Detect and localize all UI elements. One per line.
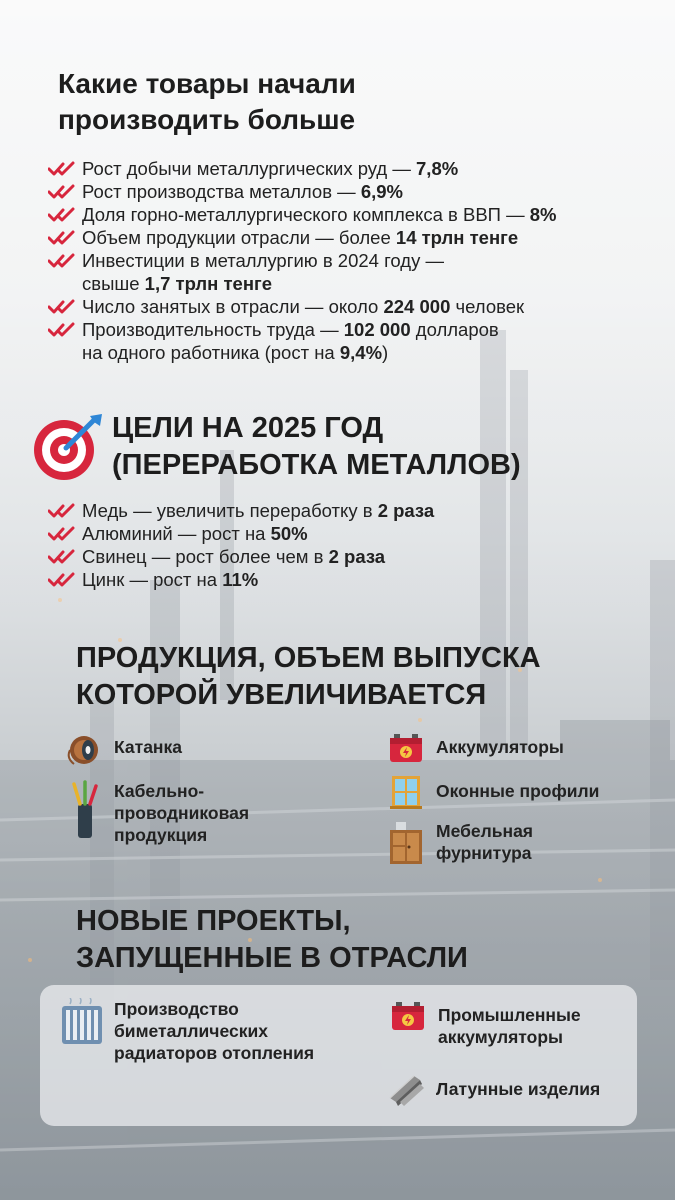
list-item: Свинец — рост более чем в 2 раза (48, 545, 648, 568)
product-label: Оконные профили (436, 781, 600, 801)
list-item: Инвестиции в металлургию в 2024 году — свыше 1,7 трлн тенге (48, 249, 648, 295)
check-icon (48, 322, 76, 338)
products-title-line2: КОТОРОЙ УВЕЛИЧИВАЕТСЯ (76, 679, 487, 711)
window-icon (386, 772, 426, 812)
battery-icon (388, 996, 428, 1036)
list-item: Алюминий — рост на 50% (48, 522, 648, 545)
product-label: Кабельно- проводниковая продукция (114, 781, 250, 845)
check-icon (48, 299, 76, 315)
battery-icon (386, 728, 426, 768)
project-label: Промышленные аккумуляторы (438, 1005, 581, 1047)
list-item: Производительность труда — 102 000 долларов на одного работника (рост на 9,4%) (48, 318, 648, 364)
product-cable (64, 780, 249, 846)
product-label: Мебельная фурнитура (436, 821, 534, 863)
project-radiator (60, 998, 314, 1064)
check-icon (48, 572, 76, 588)
list-item: Рост производства металлов — 6,9% (48, 180, 648, 203)
check-icon (48, 207, 76, 223)
section1-title-line1: Какие товары начали (58, 68, 356, 99)
project-label: Производство биметаллических радиаторов отопления (114, 999, 315, 1063)
list-item: Медь — увеличить переработку в 2 раза (48, 499, 648, 522)
project-industrial-battery (388, 996, 581, 1048)
goals-title (112, 410, 632, 484)
product-label: Катанка (114, 737, 182, 757)
projects-title-line1: НОВЫЕ ПРОЕКТЫ, (76, 905, 351, 937)
product-battery (386, 728, 564, 768)
stats-list (48, 157, 648, 364)
list-item: Доля горно-металлургического комплекса в ВВП — 8% (48, 203, 648, 226)
projects-title-line2: ЗАПУЩЕННЫЕ В ОТРАСЛИ (76, 942, 468, 974)
goals-title-line1: ЦЕЛИ НА 2025 ГОД (112, 412, 384, 444)
list-item: Рост добычи металлургических руд — 7,8% (48, 157, 648, 180)
check-icon (48, 549, 76, 565)
goals-list (48, 499, 648, 591)
radiator-icon (60, 998, 104, 1048)
check-icon (48, 184, 76, 200)
check-icon (48, 161, 76, 177)
list-item: Объем продукции отрасли — более 14 трлн тенге (48, 226, 648, 249)
wire-coil-icon (64, 728, 104, 768)
check-icon (48, 503, 76, 519)
products-title-line1: ПРОДУКЦИЯ, ОБЪЕМ ВЫПУСКА (76, 642, 541, 674)
list-item: Число занятых в отрасли — около 224 000 человек (48, 295, 648, 318)
section1-title-line2: производить больше (58, 104, 356, 135)
section1-title (58, 66, 618, 138)
target-icon (32, 412, 104, 484)
product-window (386, 772, 599, 812)
brass-bars-icon (386, 1068, 426, 1108)
check-icon (48, 230, 76, 246)
cable-icon (64, 780, 104, 840)
check-icon (48, 253, 76, 269)
product-label: Аккумуляторы (436, 737, 564, 757)
projects-title (76, 903, 636, 977)
check-icon (48, 526, 76, 542)
project-label: Латунные изделия (436, 1079, 601, 1099)
product-katanka (64, 728, 182, 768)
products-title (76, 640, 636, 714)
product-furniture (386, 820, 533, 868)
goals-title-line2: (ПЕРЕРАБОТКА МЕТАЛЛОВ) (112, 449, 521, 481)
furniture-icon (386, 820, 426, 868)
project-brass (386, 1068, 600, 1108)
list-item: Цинк — рост на 11% (48, 568, 648, 591)
